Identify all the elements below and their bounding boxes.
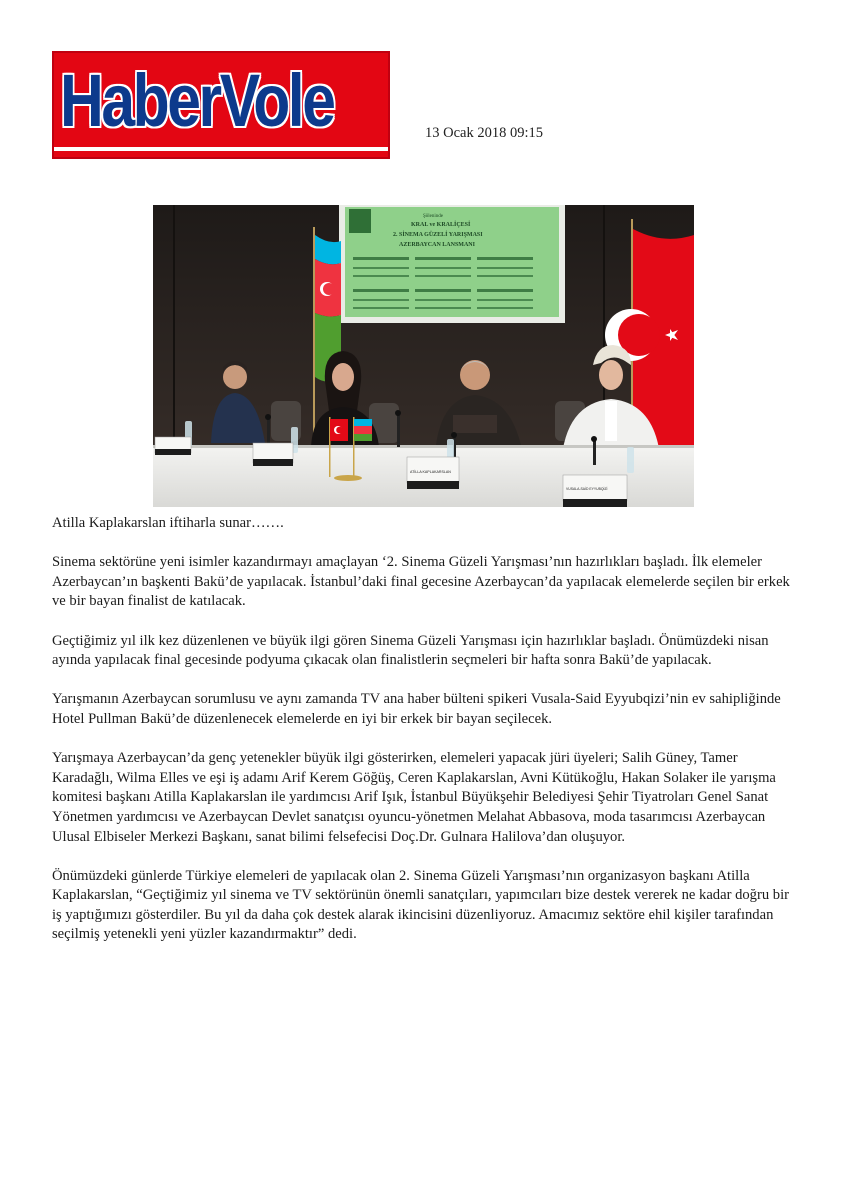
nameplate-text: VUSALA-SAİD EYYUBQİZİ xyxy=(566,487,608,491)
screen-line: 2. SİNEMA GÜZELİ YARIŞMASI xyxy=(393,232,483,238)
logo-text: HaberVole xyxy=(60,59,334,142)
article-paragraph: Yarışmaya Azerbaycan’da genç yetenekler büyük ilgi gösterirken, elemeleri yapacak jüri üyeleri; Salih Güney, Tamer Karadağlı, Wilma Elles ve eşi iş adamı Arif Kerem Göğüş, Ceren Kaplakarslan, Avni Kütükoğlu, Hakan Solaker ile yarışma komitesi başkanı Atilla Kaplakarslan ile yardımcısı Arif Işık, İstanbul Büyükşehir Belediyesi Şehir Tiyatroları Genel Sanat Yönetmen yardımcısı ve Azerbaycan Devlet sanatçısı oyuncu-yönetmen Melahat Abbasova, moda tasarımcısı Azerbaycan Ulusal Elbiseler Merkezi Başkanı, sanat bilimi felsefecisi Doç.Dr. Gulnara Halilova’dan oluşuyor. xyxy=(52,750,776,845)
nameplate xyxy=(155,437,191,455)
article-paragraph: Sinema sektörüne yeni isimler kazandırmayı amaçlayan ‘2. Sinema Güzeli Yarışması’nın hazırlıkları başladı. İlk elemeler Azerbaycan’ın başkenti Bakü’de yapılacak. İstanbul’daki final gecesine Azerbaycan’da yapılacak elemelerde seçilen bir erkek ve bir bayan finalist de katılacak. xyxy=(52,554,790,610)
screen-line: KRAL ve KRALİÇESİ xyxy=(411,222,471,228)
press-conference-photo xyxy=(153,205,694,507)
article-paragraph: Yarışmanın Azerbaycan sorumlusu ve aynı zamanda TV ana haber bülteni spikeri Vusala-Said Eyyubqizi’nin ev sahipliğinde Hotel Pullman Bakü’de düzenlenecek elemelerde en iyi bir erkek bir bayan seçilecek. xyxy=(52,691,781,727)
publish-date: 13 Ocak 2018 09:15 xyxy=(425,125,543,141)
habervole-logo xyxy=(52,51,390,159)
water-bottle xyxy=(627,447,634,473)
screen-line: Şöleninde xyxy=(423,214,443,219)
article-paragraph: Atilla Kaplakarslan iftiharla sunar……. xyxy=(52,515,284,531)
table-edge xyxy=(153,445,694,448)
nameplate-vusala xyxy=(563,475,627,507)
article-body xyxy=(52,514,797,965)
article-paragraph: Önümüzdeki günlerde Türkiye elemeleri de yapılacak olan 2. Sinema Güzeli Yarışması’nın organizasyon başkanı Atilla Kaplakarslan, “Geçtiğimiz yıl sinema ve TV sektörünün önemli sanatçıları, yapımcıları bize destek vererek ne kadar doğru bir iş yaptığımızı gösterdiler. Bu yıl da daha çok destek alarak ikincisini düzenliyoruz. Amacımız sektöre ehil kişiler tarafından seçilmiş yetenekli yeni yüzler kazandırmaktır” dedi. xyxy=(52,867,789,943)
nameplate-text: ATİLLA KAPLAKARSLAN xyxy=(410,470,451,474)
nameplate xyxy=(253,443,293,466)
article-paragraph: Geçtiğimiz yıl ilk kez düzenlenen ve büyük ilgi gören Sinema Güzeli Yarışması için hazırlıklar başladı. Önümüzdeki nisan ayında yapılacak final gecesinde podyuma çıkacak olan finalistlerin seçmeleri bir hafta sonra Bakü’de yapılacak. xyxy=(52,632,769,669)
nameplate-atilla xyxy=(407,457,459,489)
photo-illustration xyxy=(153,205,694,507)
screen-line: AZERBAYCAN LANSMANI xyxy=(399,242,475,248)
projection-screen xyxy=(339,205,565,323)
wall-panel-line xyxy=(173,205,175,445)
logo-stripe xyxy=(54,147,388,151)
